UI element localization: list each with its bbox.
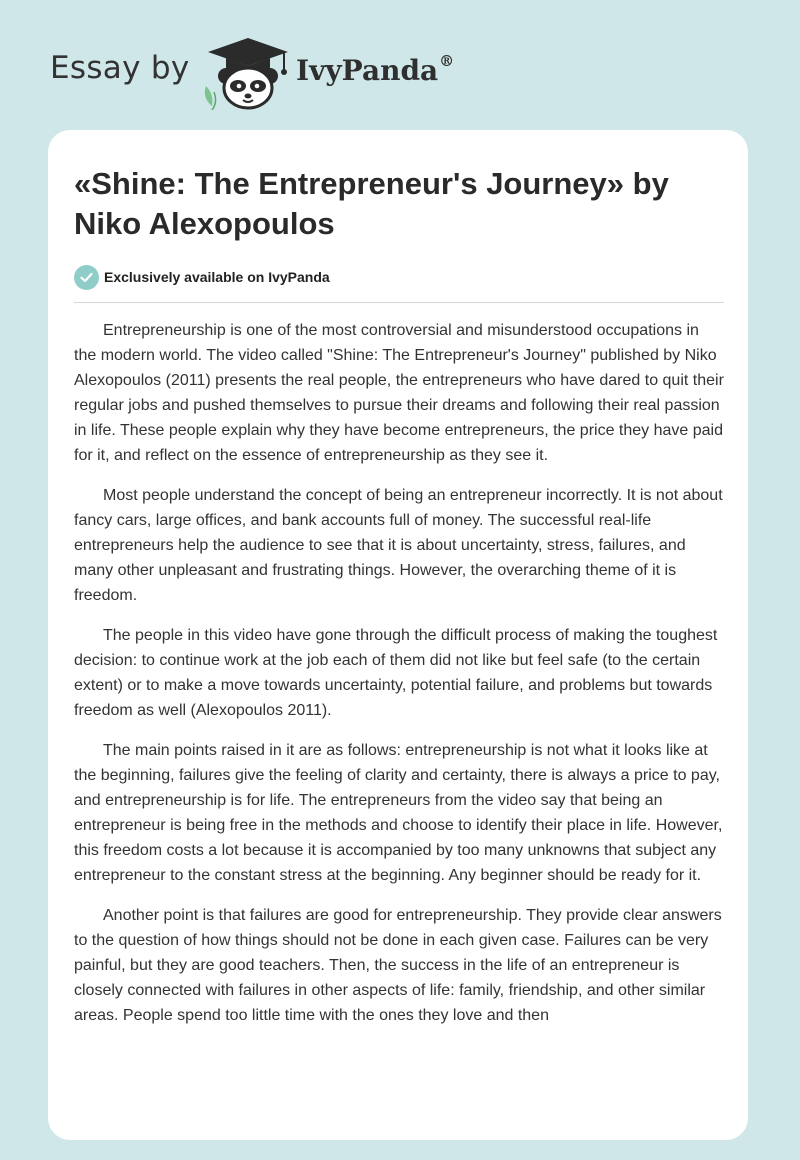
paragraph: Another point is that failures are good for entrepreneurship. They provide clear answers to the question of how things should not be done in each given case. Failures can be very painful, but they are good teachers. Then, the success in the life of an entrepreneur is closely connected with failures in other aspects of life: family, friendship, and other similar areas. People spend too little time with the ones they love and then — [74, 907, 722, 1024]
brand-name: IvyPanda — [296, 54, 439, 87]
essay-body — [74, 318, 724, 1043]
ivypanda-brand[interactable] — [296, 54, 454, 87]
divider — [74, 302, 724, 303]
badge-text: Exclusively available on IvyPanda — [104, 269, 330, 285]
check-icon — [74, 265, 99, 290]
essay-card — [48, 130, 748, 1140]
essay-by-label: Essay by — [50, 50, 190, 86]
panda-logo-icon[interactable] — [200, 36, 292, 110]
paragraph: Most people understand the concept of being an entrepreneur incorrectly. It is not about fancy cars, large offices, and bank accounts full of money. The successful real-life entrepreneurs help the audience to see that it is about uncertainty, stress, failures, and many other unpleasant and frustrating things. However, the overarching theme of it is freedom. — [74, 487, 723, 604]
paragraph: The people in this video have gone through the difficult process of making the toughest decision: to continue work at the job each of them did not like but feel safe (to the certain extent) or to make a move towards uncertainty, potential failure, and problems but towards freedom as well (Alexopoulos 2011). — [74, 627, 718, 719]
site-header — [0, 0, 800, 130]
paragraph: Entrepreneurship is one of the most controversial and misunderstood occupations in the modern world. The video called "Shine: The Entrepreneur's Journey" published by Niko Alexopoulos (2011) presents the real people, the entrepreneurs who have dared to quit their regular jobs and pushed themselves to pursue their dreams and following their real passion in life. These people explain why they have become entrepreneurs, the price they have paid for it, and reflect on the essence of entrepreneurship as they see it. — [74, 322, 724, 464]
paragraph: The main points raised in it are as follows: entrepreneurship is not what it looks like at the beginning, failures give the feeling of clarity and certainty, there is always a price to pay, and entrepreneurship is for life. The entrepreneurs from the video say that being an entrepreneur is being free in the methods and choose to identify their place in life. However, this freedom costs a lot because it is accompanied by too many unknowns that subject any entrepreneur to the constant stress at the beginning. Any beginner should be ready for it. — [74, 742, 723, 884]
registered-mark: ® — [439, 52, 455, 70]
essay-title: «Shine: The Entrepreneur's Journey» by Niko Alexopoulos — [74, 166, 669, 241]
exclusive-badge — [74, 264, 330, 290]
